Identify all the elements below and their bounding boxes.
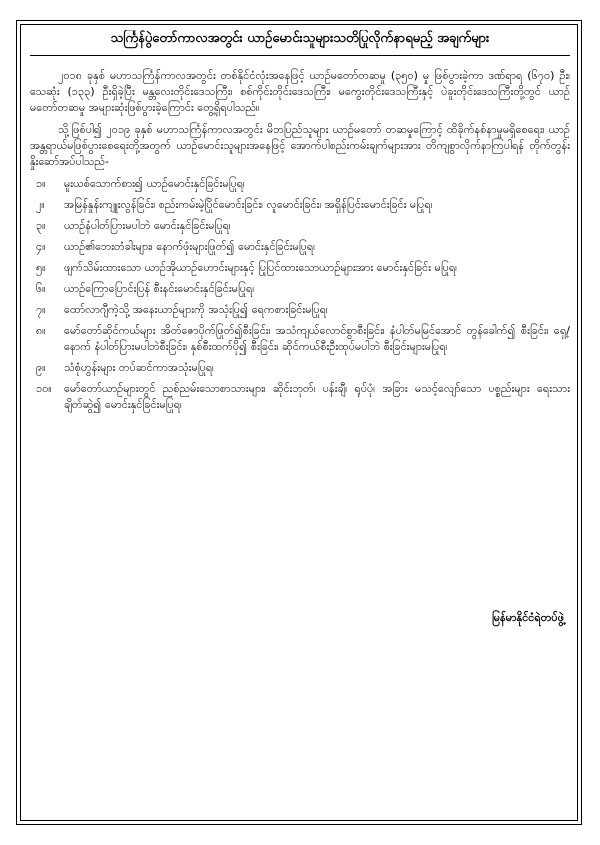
rule-item (30, 260, 570, 276)
rule-item (30, 381, 570, 413)
instruction-paragraph: သို့ဖြစ်ပါ၍ ၂၀၁၉ ခုနှစ် မဟာသင်္ကြန်ကာလအတွင်း မိဘပြည်သူများ ယာဉ်မတော် တဆမှုကြောင့် ထိခိုက်နစ်နာမှုမရှိစေရေး၊ ယာဉ်အန္တရာယ်မဖြစ်ပွားစေရေးတို့အတွက် ယာဉ်မောင်းသူများအနေဖြင့် အောက်ပါစည်းကမ်းချက်များအား တိကျစွာလိုက်နာကြပါရန် တိုက်တွန်း နှိုးဆော်အပ်ပါသည်- (30, 123, 570, 168)
intro-paragraph: ၂၀၁၈ ခုနှစ် မဟာသင်္ကြန်ကာလအတွင်း တစ်နိုင်ငံလုံးအနေဖြင့် ယာဉ်မတော်တဆမှု (၃၅၀) မှု ဖြစ်ပွားခဲ့ကာ ဒဏ်ရာရ (၆၇၀) ဦး၊ သေဆုံး (၁၃၃) ဦးရှိခဲ့ပြီး မန္တလေးတိုင်းဒေသကြီး၊ စစ်ကိုင်းတိုင်းဒေသကြီး၊ မကွေးတိုင်းဒေသကြီးနှင့် ပဲခူးတိုင်းဒေသကြီးတို့တွင် ယာဉ်မတော်တဆမှု အများဆုံးဖြစ်ပွားခဲ့ကြောင်း တွေ့ရှိရပါသည်။ (30, 69, 570, 114)
rule-number: ၈။ (36, 324, 46, 337)
rule-number: ၅။ (36, 261, 46, 274)
rule-text: မော်တော်ယာဉ်များတွင် ညစ်ညမ်းသောစာသားများ၊ ဆိုင်းဘုတ်၊ ပန်းချီ၊ ရုပ်ပုံ၊ အခြား မသင့်လျော်သော ပစ္စည်းများ ရေးသားချိတ်ဆွဲ၍ မောင်းနှင်ခြင်းမပြုရ၊ (64, 382, 570, 411)
document-body (30, 68, 570, 418)
rule-item (30, 323, 570, 355)
rules-list (30, 176, 570, 413)
rule-number: ၁။ (36, 177, 46, 190)
rule-number: ၂။ (36, 198, 45, 211)
rule-item (30, 176, 570, 192)
rule-text: ယာဉ်နံပါတ်ပြားမပါဘဲ မောင်းနှင်ခြင်းမပြုရ၊ (64, 219, 231, 232)
rule-item (30, 302, 570, 318)
rule-item (30, 360, 570, 376)
rule-text: သံစုံဟွန်းများ တပ်ဆင်ကာအသုံးမပြုရ၊ (64, 361, 214, 374)
rule-number: ၁၀။ (36, 382, 52, 395)
rule-text: မူးယစ်သောက်စား၍ ယာဉ်မောင်းနှင်ခြင်းမပြုရ၊ (64, 177, 245, 190)
document-title: သင်္ကြန်ပွဲတော်ကာလအတွင်း ယာဉ်မောင်းသူများသတိပြုလိုက်နာရမည့် အချက်များ (110, 31, 490, 46)
rule-text: အမြန်နှုန်းကျူးလွန်ခြင်း၊ စည်းကမ်းမဲ့ပြိုင်မောင်းခြင်း၊ လူမောင်းခြင်း၊ အရှိန်ပြင်းမောင်းခြင်း မပြုရ၊ (64, 198, 433, 211)
rule-item (30, 281, 570, 297)
rule-number: ၉။ (36, 361, 46, 374)
rule-text: မော်တော်ဆိုင်ကယ်များ အိတ်ဇောပိုက်ဖြုတ်၍စီးခြင်း၊ အသံကျယ်လောင်စွာစီးခြင်း၊ နံပါတ်မမြင်အောင် တွန်ခေါက်၍ စီးခြင်း၊ ရှေ့/နောက် နံပါတ်ပြားမပါဘဲစီးခြင်း၊ နှစ်စီးထက်ပို၍ စီးခြင်း၊ ဆိုင်ကယ်စီးဦးထုပ်မပါဘဲ စီးခြင်းများမပြုရ၊ (64, 324, 570, 353)
rule-number: ၇။ (36, 303, 46, 316)
rule-text: ယာဉ်၏ဘေးတံခါးများ၊ နောက်ဖုံးများဖြုတ်၍ မောင်းနှင်ခြင်းမပြုရ၊ (64, 240, 315, 253)
signature-line: မြန်မာနိုင်ငံရဲတပ်ဖွဲ့ (491, 611, 564, 624)
rule-number: ၃။ (36, 219, 46, 232)
rule-number: ၆။ (36, 282, 46, 295)
rule-item (30, 239, 570, 255)
rule-text: ဖျက်သိမ်းထားသော ယာဉ်အိုယာဉ်ဟောင်းများနှင့် ပြုပြင်ထားသောယာဉ်များအား မောင်းနှင်ခြင်း မပြုရ၊ (64, 261, 458, 274)
rule-item (30, 197, 570, 213)
rule-text: ယာဉ်ကြောပြောင်းပြန် စီးနင်းမောင်းနှင်ခြင်းမပြုရ၊ (64, 282, 255, 295)
rule-number: ၄။ (36, 240, 46, 253)
title-underline (30, 55, 570, 56)
rule-text: ထော်လာဂျီကဲ့သို့ အနေးယာဉ်များကို အသုံးပြု၍ ရေကစားခြင်းမပြုရ၊ (64, 303, 328, 316)
rule-item (30, 218, 570, 234)
